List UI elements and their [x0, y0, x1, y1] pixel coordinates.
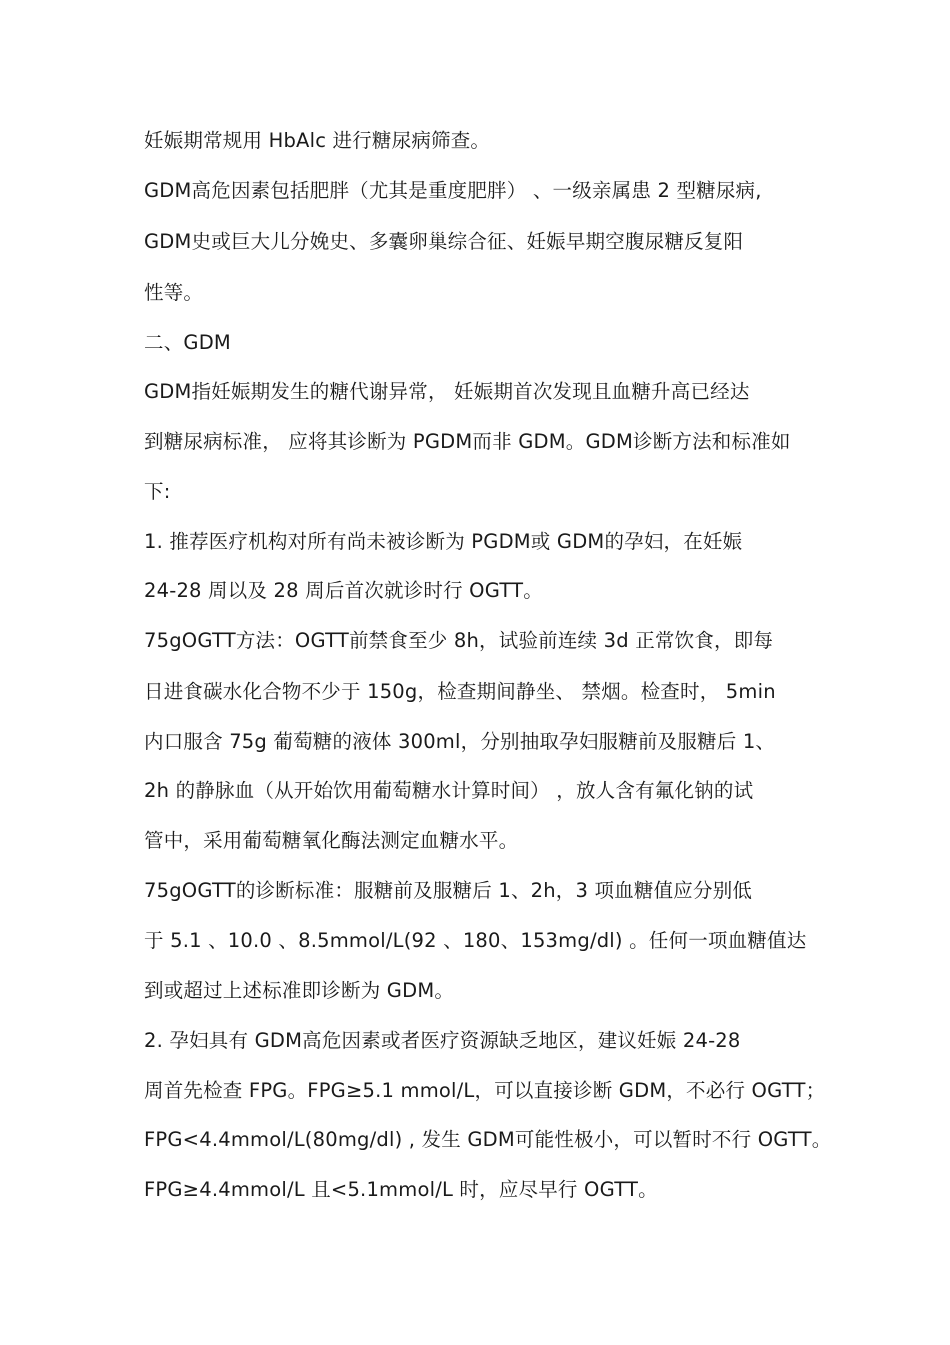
- text-line: 日进食碳水化合物不少于 150g，检查期间静坐、 禁烟。检查时， 5min: [144, 680, 776, 703]
- section-heading: 二、GDM: [144, 331, 231, 354]
- text-line: 性等。: [144, 281, 204, 304]
- list-item: 1. 推荐医疗机构对所有尚未被诊断为 PGDM或 GDM的孕妇，在妊娠: [144, 530, 743, 553]
- text-line: FPG≥4.4mmol/L 且<5.1mmol/L 时，应尽早行 OGTT。: [144, 1178, 658, 1201]
- text-line: 于 5.1 、10.0 、8.5mmol/L(92 、180、153mg/dl) 。任何一项血糖值达: [144, 929, 807, 952]
- text-line: GDM指妊娠期发生的糖代谢异常， 妊娠期首次发现且血糖升高已经达: [144, 380, 750, 403]
- text-line: 到糖尿病标准， 应将其诊断为 PGDM而非 GDM。GDM诊断方法和标准如: [144, 430, 791, 453]
- text-line: 管中，采用葡萄糖氧化酶法测定血糖水平。: [144, 829, 519, 852]
- text-line: 2h 的静脉血（从开始饮用葡萄糖水计算时间） ，放人含有氟化钠的试: [144, 779, 754, 802]
- text-line: 24-28 周以及 28 周后首次就诊时行 OGTT。: [144, 579, 543, 602]
- text-line: 75gOGTT的诊断标准：服糖前及服糖后 1、2h，3 项血糖值应分别低: [144, 879, 753, 902]
- text-line: FPG<4.4mmol/L(80mg/dl) , 发生 GDM可能性极小，可以暂时不行 OGTT。: [144, 1128, 832, 1151]
- text-line: 妊娠期常规用 HbAlc 进行糖尿病筛查。: [144, 129, 491, 152]
- text-line: 下:: [144, 480, 171, 503]
- text-line: 内口服含 75g 葡萄糖的液体 300ml，分别抽取孕妇服糖前及服糖后 1、: [144, 730, 776, 753]
- text-line: 75gOGTT方法：OGTT前禁食至少 8h，试验前连续 3d 正常饮食，即每: [144, 629, 774, 652]
- text-line: GDM史或巨大儿分娩史、多囊卵巢综合征、妊娠早期空腹尿糖反复阳: [144, 230, 744, 253]
- text-line: 到或超过上述标准即诊断为 GDM。: [144, 979, 455, 1002]
- text-line: 周首先检查 FPG。FPG≥5.1 mmol/L，可以直接诊断 GDM，不必行 OGTT；: [144, 1079, 826, 1102]
- text-line: GDM高危因素包括肥胖（尤其是重度肥胖） 、一级亲属患 2 型糖尿病,: [144, 179, 762, 202]
- list-item: 2. 孕妇具有 GDM高危因素或者医疗资源缺乏地区，建议妊娠 24-28: [144, 1029, 741, 1052]
